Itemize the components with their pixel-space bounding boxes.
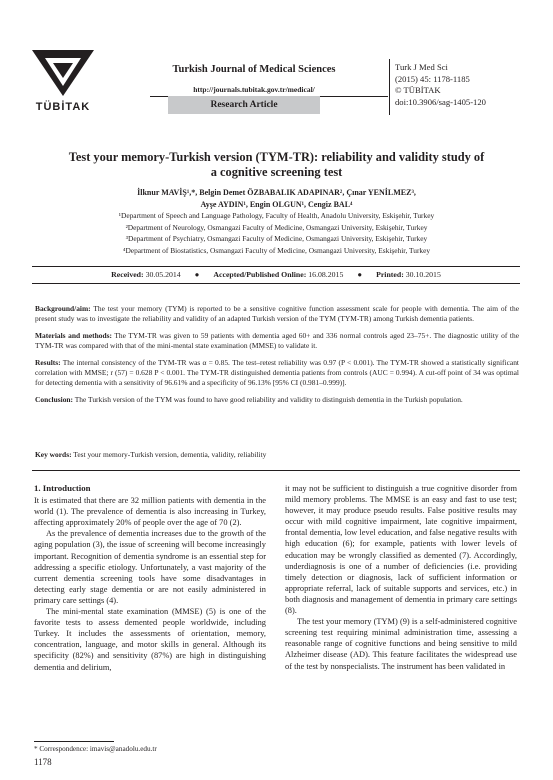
correspondence-footnote: * Correspondence: imavis@anadolu.edu.tr bbox=[34, 745, 157, 753]
received-value: 30.05.2014 bbox=[145, 270, 181, 279]
received-label: Received: bbox=[111, 270, 144, 279]
keywords-text: Test your memory-Turkish version, dementia, validity, reliability bbox=[71, 450, 267, 459]
author-line: Ayşe AYDIN¹, Engin OLGUN¹, Cengiz BAL⁴ bbox=[200, 199, 353, 209]
printed-date bbox=[376, 270, 441, 279]
footnote-divider bbox=[34, 741, 114, 742]
journal-meta bbox=[395, 62, 545, 108]
body-paragraph: As the prevalence of dementia increases due to the growth of the aging population (3), the issue of screening will become increasingly important. Recognition of dementia syndrome is an essential step for addressing a specific etiology. Unfortunately, a vast majority of the current dementia screening tools have some disadvantages in detecting early stage dementia or are not easily administered in primary care settings (4). bbox=[34, 529, 266, 605]
abstract-background-label: Background/aim: bbox=[35, 304, 91, 313]
abstract-methods bbox=[35, 331, 519, 352]
abstract-background bbox=[35, 304, 519, 325]
publication-dates bbox=[32, 270, 520, 279]
date-separator: ● bbox=[357, 270, 363, 279]
meta-line: Turk J Med Sci bbox=[395, 62, 448, 72]
affiliation: ¹Department of Speech and Language Pathology, Faculty of Health, Anadolu University, Eskişehir, Turkey bbox=[118, 211, 435, 220]
abstract-background-text: The test your memory (TYM) is reported to be a sensitive cognitive function assessment scale for people with dementia. The aim of the present study was to investigate the reliability and validity of an adapted Turkish version of the TYM (TYM-TR) among Turkish dementia patients. bbox=[35, 304, 519, 324]
title-line: Test your memory-Turkish version (TYM-TR): reliability and validity study of bbox=[68, 150, 485, 164]
abstract-conclusion bbox=[35, 395, 519, 405]
meta-line: (2015) 45: 1178-1185 bbox=[395, 73, 470, 84]
accepted-value: 16.08.2015 bbox=[308, 270, 344, 279]
affiliation: ⁴Department of Biostatistics, Osmangazi Faculty of Medicine, Osmangazi University, Eskişehir, Turkey bbox=[122, 245, 431, 255]
received-date bbox=[111, 270, 181, 279]
date-separator: ● bbox=[194, 270, 200, 279]
keywords bbox=[35, 450, 519, 459]
abstract-conclusion-label: Conclusion: bbox=[35, 394, 74, 404]
abstract-results bbox=[35, 358, 519, 389]
affiliation-list bbox=[40, 210, 513, 256]
section-title: 1. Introduction bbox=[34, 483, 91, 493]
body-paragraph: it may not be sufficient to distinguish a true cognitive disorder from mild memory problems. The MMSE is an easy and fast to use test; however, it may produce pseudo results. False positive results may occur with mild cognitive impairment, late cognitive impairment, frontal dementia, low level education, and false negative results with high education (6); for example, patients with lower levels of education may be wrongly classified as demented (7). Accordingly, underdiagnosis is one of a number of deficiencies (i.e. providing timely detection or diagnosis, lack of sufficient information or appropriate referral, lack of suitable supports and services, etc.) in both diagnosis and management of dementia in primary care settings (8). bbox=[285, 484, 517, 616]
printed-label: Printed: bbox=[376, 270, 404, 279]
meta-line: © TÜBİTAK bbox=[395, 85, 441, 95]
page-number: 1178 bbox=[34, 757, 52, 767]
author-list bbox=[40, 187, 513, 210]
accepted-label: Accepted/Published Online: bbox=[213, 270, 307, 279]
keywords-label: Key words: bbox=[35, 450, 72, 459]
keywords-divider bbox=[32, 470, 520, 471]
meta-divider bbox=[389, 59, 390, 115]
affiliation: ²Department of Neurology, Osmangazi Faculty of Medicine, Osmangazi University, Eskişehir, Turkey bbox=[125, 222, 428, 232]
body-column-right bbox=[285, 483, 517, 672]
abstract-methods-label: Materials and methods: bbox=[35, 330, 112, 340]
abstract-results-text: The internal consistency of the TYM-TR was α = 0.85. The test–retest reliability was 0.97 (P < 0.001). The TYM-TR showed a statistically significant correlation with MMSE; r (57) = 0.628 P < 0.001. The TYM-TR distinguished dementia patients from controls (AUC = 0.994). A cut-off point of 34 was optimal for detecting dementia with a sensitivity of 96.61% and a specificity of 96.13% [95% CI (0.981–0.999)]. bbox=[35, 357, 519, 388]
body-column-left bbox=[34, 483, 266, 673]
abstract-conclusion-text: The Turkish version of the TYM was found to have good reliability and validity to distinguish dementia in the Turkish population. bbox=[73, 394, 463, 404]
title-line: a cognitive screening test bbox=[210, 165, 343, 179]
paper-title bbox=[40, 150, 513, 180]
body-paragraph: The test your memory (TYM) (9) is a self-administered cognitive screening test requiring minimal administration time, assessing a reasonable range of cognitive functions and being sensitive to mild Alzheimer disease (AD). This feature facilitates the widespread use of the test by nonspecialists. The instrument has been validated in bbox=[285, 617, 517, 671]
journal-name: Turkish Journal of Medical Sciences bbox=[172, 64, 336, 75]
abstract bbox=[35, 304, 519, 411]
meta-line[interactable]: doi:10.3906/sag-1405-120 bbox=[395, 96, 486, 107]
printed-value: 30.10.2015 bbox=[405, 270, 441, 279]
dates-divider-bottom bbox=[32, 283, 520, 284]
body-paragraph: It is estimated that there are 32 million patients with dementia in the world (1). The prevalence of dementia is also increasing in Turkey, affecting approximately 20% of people over the age of 70 (2). bbox=[34, 496, 266, 528]
accepted-date bbox=[213, 270, 343, 279]
author-line: İlknur MAVİŞ¹,*, Belgin Demet ÖZBABALIK ADAPINAR², Çınar YENİLMEZ³, bbox=[137, 188, 416, 197]
body-paragraph: The mini-mental state examination (MMSE) (5) is one of the favorite tests to assess demented people worldwide, including Turkey. It includes the assessments of orientation, memory, concentration, language, and motor skills in general. Although its specificity (82%) and sensitivity (87%) are high in distinguishing dementia and delirium, bbox=[34, 607, 266, 672]
dates-divider-top bbox=[32, 266, 520, 267]
logo-text: TÜBİTAK bbox=[35, 101, 91, 113]
article-type-badge: Research Article bbox=[168, 96, 320, 114]
affiliation: ³Department of Psychiatry, Osmangazi Faculty of Medicine, Osmangazi University, Eskişehir, Turkey bbox=[125, 234, 428, 244]
journal-url[interactable]: http://journals.tubitak.gov.tr/medical/ bbox=[193, 85, 315, 94]
abstract-results-label: Results: bbox=[35, 357, 61, 367]
abstract-methods-text: The TYM-TR was given to 59 patients with dementia aged 60+ and 336 normal controls aged 23–75+. The diagnostic utility of the TYM-TR was compared with that of the mini-mental state examination (MMSE) to validate it. bbox=[35, 330, 519, 351]
